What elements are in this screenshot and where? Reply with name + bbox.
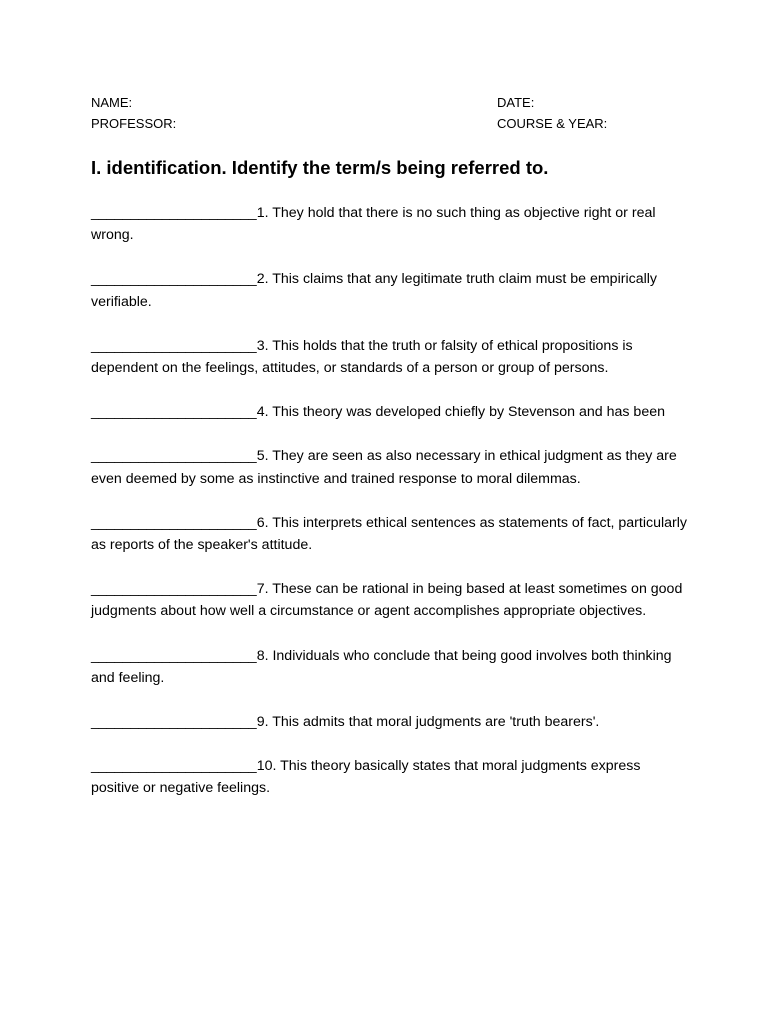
section-heading: I. identification. Identify the term/s being referred to. bbox=[91, 157, 549, 178]
answer-blank: _____________________ bbox=[91, 581, 257, 598]
course-year-label: COURSE & YEAR: bbox=[497, 116, 608, 131]
question-item bbox=[91, 335, 691, 379]
answer-blank: _____________________ bbox=[91, 514, 257, 531]
question-text: 1. They hold that there is no such thing as objective right or real wrong. bbox=[91, 205, 656, 244]
question-text: 2. This claims that any legitimate truth claim must be empirically verifiable. bbox=[91, 271, 657, 310]
question-item bbox=[91, 711, 691, 733]
question-list bbox=[91, 202, 691, 822]
question-item bbox=[91, 645, 691, 689]
question-text: 5. They are seen as also necessary in ethical judgment as they are even deemed by some as instinctive and trained response to moral dilemmas. bbox=[91, 448, 677, 487]
answer-blank: _____________________ bbox=[91, 404, 257, 421]
answer-blank: _____________________ bbox=[91, 714, 257, 731]
professor-label: PROFESSOR: bbox=[91, 116, 177, 131]
question-text: 9. This admits that moral judgments are 'truth bearers'. bbox=[256, 714, 600, 731]
question-text: 4. This theory was developed chiefly by Stevenson and has been bbox=[256, 404, 665, 421]
question-item bbox=[91, 578, 691, 622]
question-item bbox=[91, 401, 691, 423]
question-text: 10. This theory basically states that moral judgments express positive or negative feelings. bbox=[91, 758, 641, 797]
date-label: DATE: bbox=[497, 95, 535, 110]
question-text: 3. This holds that the truth or falsity of ethical propositions is dependent on the feelings, attitudes, or standards of a person or group of persons. bbox=[91, 337, 633, 377]
answer-blank: _____________________ bbox=[91, 205, 257, 221]
name-label: NAME: bbox=[91, 95, 133, 110]
question-item bbox=[91, 202, 691, 246]
answer-blank: _____________________ bbox=[91, 337, 257, 354]
question-text: 8. Individuals who conclude that being good involves both thinking and feeling. bbox=[91, 647, 672, 686]
question-item bbox=[91, 268, 691, 312]
question-item bbox=[91, 755, 691, 799]
answer-blank: _____________________ bbox=[91, 647, 257, 664]
answer-blank: _____________________ bbox=[91, 448, 257, 465]
question-item bbox=[91, 512, 691, 556]
answer-blank: _____________________ bbox=[91, 758, 257, 775]
question-text: 7. These can be rational in being based at least sometimes on good judgments about how well a circumstance or agent accomplishes appropriate objectives. bbox=[91, 581, 683, 620]
answer-blank: _____________________ bbox=[91, 271, 257, 288]
question-text: 6. This interprets ethical sentences as statements of fact, particularly as reports of the speaker's attitude. bbox=[91, 514, 687, 554]
question-item bbox=[91, 445, 691, 489]
